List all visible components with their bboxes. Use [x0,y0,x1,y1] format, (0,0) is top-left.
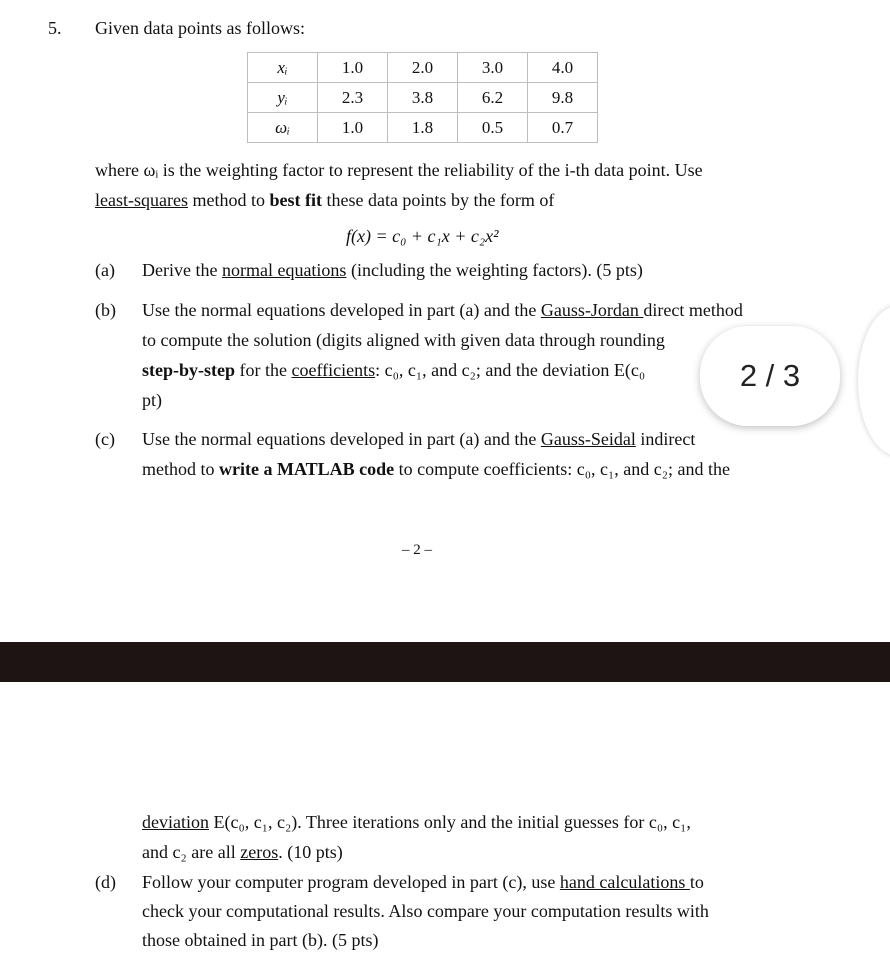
row-label: yᵢ [248,83,318,113]
link-gauss-seidal[interactable]: Gauss-Seidal [540,429,636,449]
table-cell: 1.0 [318,113,388,143]
part-a-t1: Derive the [142,260,222,280]
part-b-label: (b) [95,300,116,320]
part-b-t4: : c₀, c₁, and c₂; and the deviation E(c₀ [375,360,646,380]
link-least-squares[interactable]: least-squares [95,190,188,210]
table-row [248,83,598,113]
link-deviation[interactable]: deviation [142,812,209,832]
part-b-line-1 [142,300,743,321]
part-b-t2: direct method [643,300,743,320]
part-c-line-1 [142,429,695,450]
table-cell: 3.0 [458,53,528,83]
part-a-text [142,260,643,281]
part-c-line-2 [142,459,730,480]
part-d-line-3: those obtained in part (b). (5 pts) [142,930,379,950]
scroll-thumb[interactable] [858,306,890,456]
table-cell: 0.7 [528,113,598,143]
row-label: xᵢ [248,53,318,83]
part-b-line-3 [142,360,645,381]
part-b-line-4: pt) [142,390,162,410]
table-cell: 2.0 [388,53,458,83]
part-c-bold: write a MATLAB code [219,459,395,479]
table-cell: 4.0 [528,53,598,83]
part-c-label: (c) [95,429,115,449]
problem-number: 5. [48,18,62,38]
formula: f(x) = c₀ + c₁x + c₂x² [346,226,499,246]
link-coefficients[interactable]: coefficients [291,360,376,380]
table-row [248,113,598,143]
table-cell: 3.8 [388,83,458,113]
part-d-t1: Follow your computer program developed in part (c), use [142,872,560,892]
continued-t2: and c₂ are all [142,842,241,862]
part-d-label: (d) [95,872,116,892]
part-a-t2: (including the weighting factors). (5 pts) [346,260,643,280]
para-text: method to [187,190,270,210]
page-separator [0,642,890,682]
part-c-t1: Use the normal equations developed in part (a) and the [142,429,541,449]
part-c-t2: indirect [635,429,696,449]
table-cell: 0.5 [458,113,528,143]
table-cell: 9.8 [528,83,598,113]
table-row [248,53,598,83]
para-line-1: where ωᵢ is the weighting factor to represent the reliability of the i-th data point. Use [95,160,703,180]
data-table [247,52,598,143]
table-cell: 2.3 [318,83,388,113]
part-b-line-2: to compute the solution (digits aligned with given data through rounding [142,330,665,350]
part-b-bold: step-by-step [142,360,235,380]
part-a-label: (a) [95,260,115,280]
page-indicator: 2 / 3 [700,326,840,426]
part-d-t2: to [689,872,704,892]
link-hand-calculations[interactable]: hand calculations [559,872,690,892]
link-gauss-jordan[interactable]: Gauss-Jordan [540,300,644,320]
part-c-t4: to compute coefficients: c₀, c₁, and c₂; and the [394,459,731,479]
link-zeros[interactable]: zeros [240,842,279,862]
continued-t3: . (10 pts) [278,842,343,862]
part-d-line-1 [142,872,704,893]
table-cell: 1.0 [318,53,388,83]
para-text: these data points by the form of [321,190,555,210]
problem-intro: Given data points as follows: [95,18,305,38]
part-d-line-2: check your computational results. Also compare your computation results with [142,901,709,921]
continued-line-1 [142,812,691,833]
para-line-2 [95,190,554,211]
row-label: ωᵢ [248,113,318,143]
para-bold: best fit [269,190,322,210]
continued-t1: E(c₀, c₁, c₂). Three iterations only and the initial guesses for c₀, c₁, [208,812,691,832]
table-cell: 1.8 [388,113,458,143]
continued-line-2 [142,842,343,863]
page-footer: – 2 – [402,542,432,558]
part-b-t1: Use the normal equations developed in part (a) and the [142,300,541,320]
part-b-t3: for the [235,360,292,380]
table-cell: 6.2 [458,83,528,113]
part-c-t3: method to [142,459,219,479]
link-normal-equations[interactable]: normal equations [221,260,347,280]
